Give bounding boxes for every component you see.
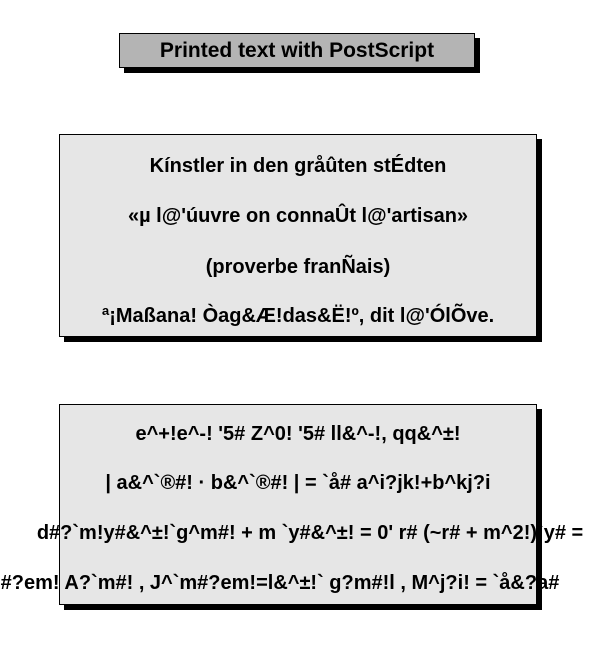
- page-title: Printed text with PostScript: [159, 39, 435, 62]
- text-line-1: Kínstler in den gråûten stÉdten: [149, 155, 447, 177]
- title-box: [119, 33, 475, 68]
- symbol-line-2: | a&^`®#! · b&^`®#! | = `å# a^i?jk!+b^kj?i: [105, 472, 491, 494]
- text-line-2: «µ l@'úuvre on connaÛt l@'artisan»: [127, 205, 469, 227]
- text-line-4: ª¡Maßana! Òag&Æ!das&Ë!º, dit l@'ÓlÕve.: [101, 305, 495, 327]
- symbol-line-4: #?em! A?`m#! , J^`m#?em!=l&^±!` g?m#!l , M^j?i! = `å&?a#: [0, 572, 560, 594]
- symbol-line-1: e^+!e^-! '5# Z^0! '5# ll&^-!, qq&^±!: [135, 423, 461, 445]
- symbol-line-3: d#?`m!y#&^±!`g^m#! + m `y#&^±! = 0' r# (~r# + m^2!)`y# =: [36, 522, 584, 544]
- text-line-3: (proverbe franÑais): [205, 256, 391, 278]
